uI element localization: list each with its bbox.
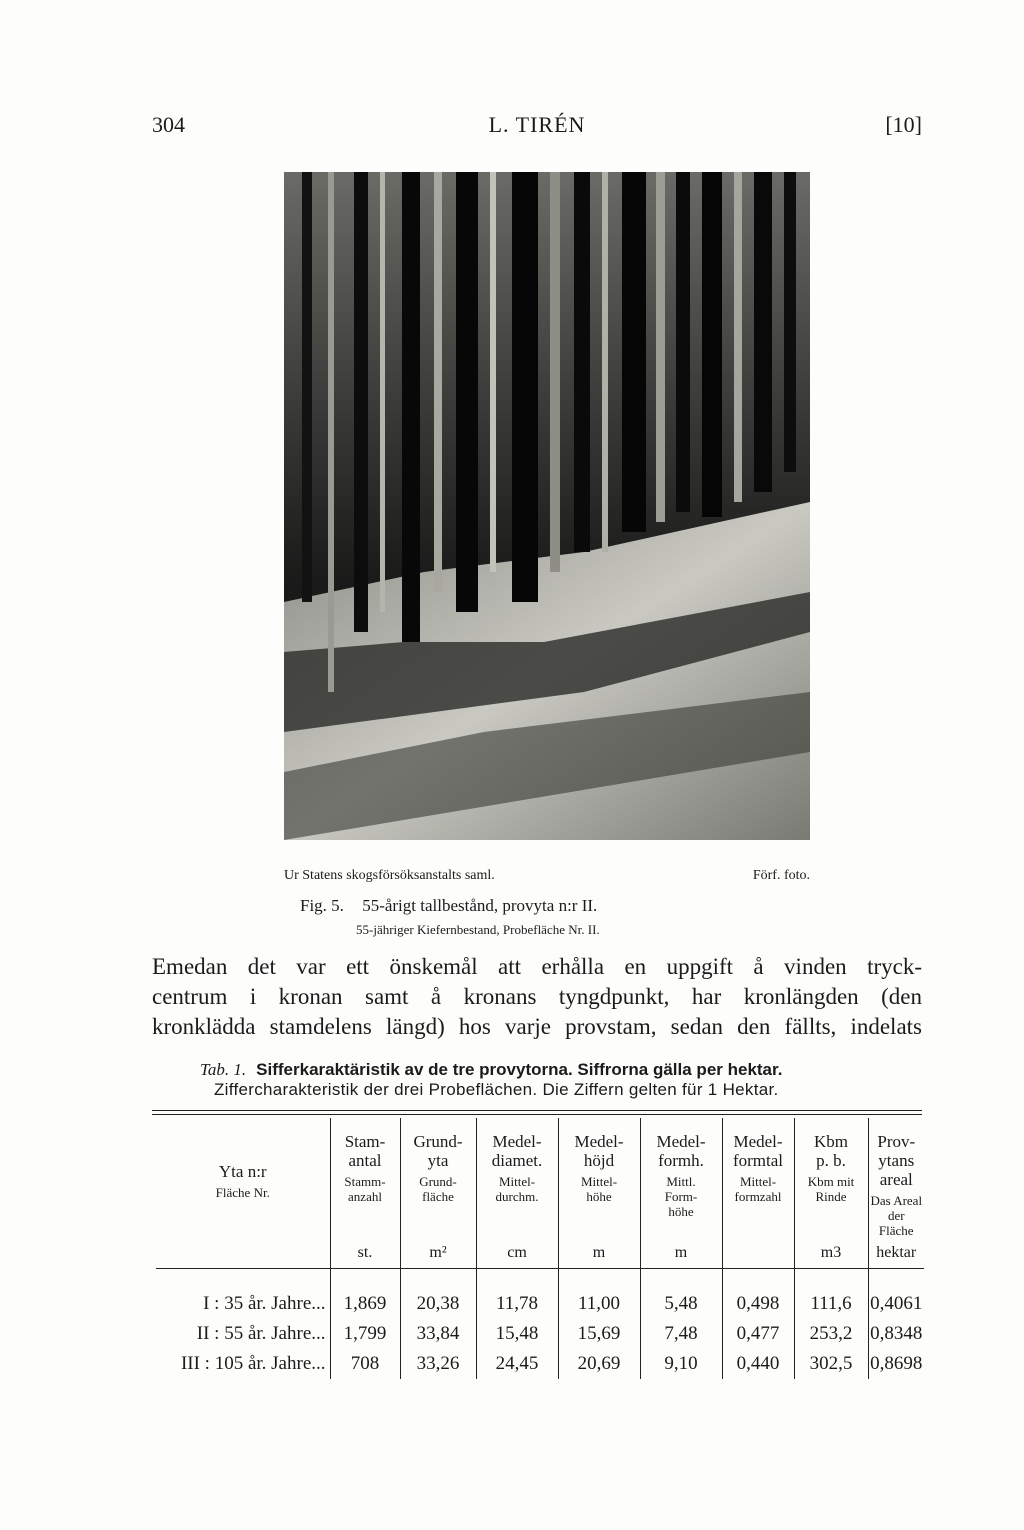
tree-trunk (622, 172, 646, 532)
tree-trunk (328, 172, 334, 692)
column-header (640, 1118, 722, 1238)
column-header-swedish: Medel- diamet. (491, 1132, 543, 1170)
column-header (156, 1118, 330, 1238)
page-header (152, 112, 922, 148)
photo-credit: Förf. foto. (752, 868, 810, 883)
column-header-german: Mittel- durchm. (495, 1174, 539, 1204)
table-cell: 0,440 (722, 1349, 794, 1379)
table-row (156, 1319, 924, 1349)
separator-cell (722, 1269, 794, 1290)
column-unit: m (558, 1238, 640, 1269)
column-header-swedish: Stam- antal (344, 1132, 386, 1170)
column-header (400, 1118, 476, 1238)
column-header-swedish: Medel- höjd (574, 1132, 624, 1170)
column-header-german: Das Areal der Fläche (870, 1193, 923, 1238)
tree-trunk (656, 172, 665, 522)
page-number: 304 (152, 112, 185, 137)
table-cell: 1,869 (330, 1289, 400, 1319)
column-header (476, 1118, 558, 1238)
table-cell: 20,69 (558, 1349, 640, 1379)
figure-label: Fig. 5. (300, 896, 344, 915)
table-cell: 15,48 (476, 1319, 558, 1349)
table-cell: 9,10 (640, 1349, 722, 1379)
table-cell: 1,799 (330, 1319, 400, 1349)
table-cell: 0,4061 (868, 1289, 924, 1319)
tree-trunk (354, 172, 368, 632)
column-header-german: Mittl. Form- höhe (664, 1174, 698, 1219)
separator-cell (868, 1269, 924, 1290)
column-header (868, 1118, 924, 1238)
tree-trunk (380, 172, 385, 612)
column-unit (722, 1238, 794, 1269)
forest-photo-image (284, 172, 810, 840)
table-cell: 33,84 (400, 1319, 476, 1349)
column-header-german: Kbm mit Rinde (807, 1174, 855, 1204)
table-cell: 7,48 (640, 1319, 722, 1349)
column-header-swedish: Medel- formtal (732, 1132, 784, 1170)
column-header-german: Grund- fläche (419, 1174, 457, 1204)
table-row (156, 1289, 924, 1319)
figure-caption (300, 896, 597, 916)
column-unit: hektar (868, 1238, 924, 1269)
table-cell: 15,69 (558, 1319, 640, 1349)
column-header-german: Fläche Nr. (215, 1185, 270, 1200)
tree-trunk (574, 172, 590, 552)
table-cell: 11,78 (476, 1289, 558, 1319)
tree-trunk (434, 172, 442, 592)
tree-trunk (734, 172, 742, 502)
column-header (794, 1118, 868, 1238)
column-unit: m (640, 1238, 722, 1269)
tree-trunk (490, 172, 496, 572)
tree-trunk (402, 172, 420, 642)
separator-cell (640, 1269, 722, 1290)
figure-caption-swedish: 55-årigt tallbestånd, provyta n:r II. (362, 896, 598, 915)
table-top-rule (152, 1110, 922, 1111)
column-unit: m3 (794, 1238, 868, 1269)
paragraph-line: Emedan det var ett önskemål att erhålla en uppgift å vinden tryck- (152, 954, 922, 979)
photo-source-line (284, 868, 810, 884)
photo-source: Ur Statens skogsförsöksanstalts saml. (284, 868, 495, 883)
separator-cell (558, 1269, 640, 1290)
tree-trunk (302, 172, 312, 602)
table-cell: 0,8698 (868, 1349, 924, 1379)
separator-cell (400, 1269, 476, 1290)
tree-trunk (702, 172, 722, 517)
separator-cell (476, 1269, 558, 1290)
column-header-swedish: Yta n:r (218, 1162, 267, 1181)
table-label: Tab. 1. (200, 1060, 247, 1079)
table-caption (200, 1060, 782, 1080)
row-label: III : 105 år. Jahre... (180, 1353, 326, 1374)
tree-trunk (512, 172, 538, 602)
column-header-swedish: Medel- formh. (656, 1132, 706, 1170)
row-label: II : 55 år. Jahre... (196, 1323, 326, 1344)
table-cell: 24,45 (476, 1349, 558, 1379)
column-unit (156, 1238, 330, 1269)
column-header-swedish: Grund- yta (413, 1132, 463, 1170)
table-cell: 5,48 (640, 1289, 722, 1319)
tree-trunk (550, 172, 560, 572)
column-header (722, 1118, 794, 1238)
table-unit-row (156, 1238, 924, 1269)
column-unit: m² (400, 1238, 476, 1269)
table-cell: 0,498 (722, 1289, 794, 1319)
column-unit: st. (330, 1238, 400, 1269)
table-cell: 253,2 (794, 1319, 868, 1349)
table-title-swedish: Sifferkaraktäristik av de tre provytorna. Siffrorna gälla per hektar. (256, 1060, 783, 1079)
column-unit: cm (476, 1238, 558, 1269)
table-top-rule-double (152, 1114, 922, 1115)
table-row (156, 1349, 924, 1379)
table-cell: 11,00 (558, 1289, 640, 1319)
separator-cell (794, 1269, 868, 1290)
table-cell: 0,8348 (868, 1319, 924, 1349)
tree-trunk (676, 172, 690, 512)
table-header-row (156, 1118, 924, 1238)
column-header-swedish: Kbm p. b. (814, 1132, 848, 1170)
table-cell: 111,6 (794, 1289, 868, 1319)
forest-photograph (284, 172, 810, 840)
table-cell: 708 (330, 1349, 400, 1379)
column-header-german: Stamm- anzahl (344, 1174, 386, 1204)
row-label: I : 35 år. Jahre... (203, 1293, 326, 1314)
column-header (330, 1118, 400, 1238)
separator-cell (330, 1269, 400, 1290)
table-cell: 33,26 (400, 1349, 476, 1379)
tree-trunk (754, 172, 772, 492)
column-header-german: Mittel- höhe (580, 1174, 618, 1204)
separator-cell (156, 1269, 330, 1290)
figure-caption-german: 55-jähriger Kiefernbestand, Probefläche Nr. II. (356, 922, 600, 937)
body-paragraph (152, 952, 922, 1042)
tree-trunk (602, 172, 608, 552)
paragraph-line: centrum i kronan samt å kronans tyngdpunkt, har kronlängden (den (152, 984, 922, 1009)
table-cell: 0,477 (722, 1319, 794, 1349)
data-table (156, 1118, 924, 1379)
table-cell: 302,5 (794, 1349, 868, 1379)
paragraph-line: kronklädda stamdelens längd) hos varje provstam, sedan den fällts, indelats (152, 1014, 922, 1039)
table-title-german: Ziffercharakteristik der drei Probeflächen. Die Ziffern gelten für 1 Hektar. (214, 1080, 779, 1099)
tree-trunk (456, 172, 478, 612)
table-separator (156, 1269, 924, 1290)
table-cell: 20,38 (400, 1289, 476, 1319)
tree-trunk (784, 172, 796, 472)
section-number: [10] (885, 112, 922, 137)
running-title: L. TIRÉN (488, 112, 586, 137)
column-header-swedish: Prov- ytans areal (877, 1132, 916, 1189)
column-header (558, 1118, 640, 1238)
column-header-german: Mittel- formzahl (734, 1174, 782, 1204)
